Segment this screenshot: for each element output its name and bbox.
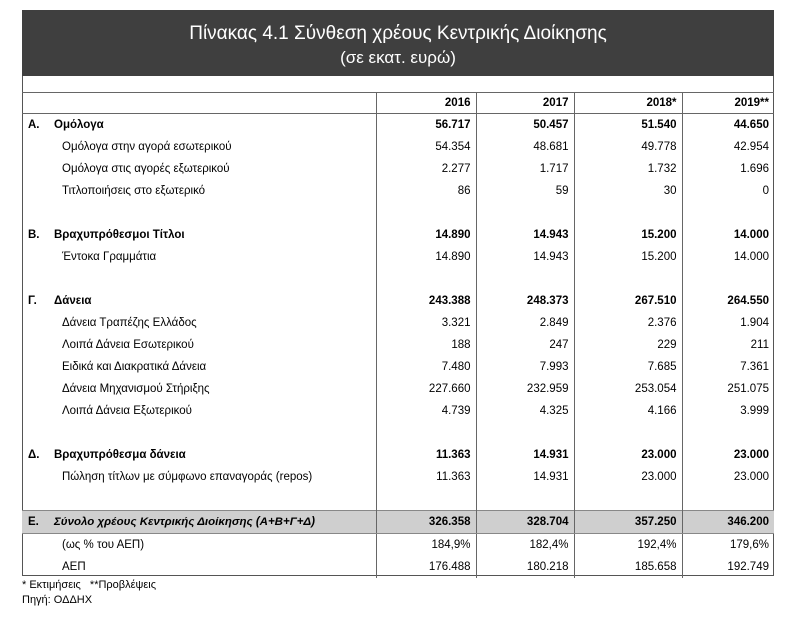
cell-value: 7.993 [476,356,574,378]
row-code [22,466,50,488]
cell-value: 14.000 [682,224,774,246]
table-title-bar [22,10,774,76]
row-label: Δάνεια [54,295,92,307]
cell-value: 23.000 [682,444,774,466]
cell-value: 1.696 [682,158,774,180]
footnote-forecasts: **Προβλέψεις [89,579,157,591]
cell-value: 30 [574,180,682,202]
section-row [22,290,774,312]
cell-value: 188 [376,334,476,356]
cell-value: 243.388 [376,290,476,312]
footnotes [22,578,162,608]
cell-value: 192.749 [682,556,774,578]
cell-value: 267.510 [574,290,682,312]
cell-value: 227.660 [376,378,476,400]
cell-value: 44.650 [682,114,774,137]
row-label: (ως % του ΑΕΠ) [62,539,145,551]
cell-value: 14.931 [476,444,574,466]
row-code [22,180,50,202]
cell-value: 180.218 [476,556,574,578]
row-code [22,556,50,578]
row-label: Δάνεια Τραπέζης Ελλάδος [62,317,197,329]
table-row [22,180,774,202]
cell-value: 7.480 [376,356,476,378]
cell-value: 23.000 [682,466,774,488]
row-label: Βραχυπρόθεσμοι Τίτλοι [54,229,185,241]
section-row [22,224,774,246]
section-row [22,114,774,137]
cell-value: 184,9% [376,534,476,557]
row-code: Β. [28,229,40,241]
row-code [22,136,50,158]
cell-value: 179,6% [682,534,774,557]
row-label: ΑΕΠ [62,561,86,573]
row-label: Ομόλογα στην αγορά εσωτερικού [62,141,232,153]
table-header-row [22,93,774,114]
row-code [22,158,50,180]
cell-value: 7.361 [682,356,774,378]
table-row [22,334,774,356]
cell-value: 248.373 [476,290,574,312]
spacer-row [22,202,774,224]
row-label: Ομόλογα στις αγορές εξωτερικού [62,163,230,175]
spacer-row [22,268,774,290]
cell-value: 14.000 [682,246,774,268]
row-label: Πώληση τίτλων με σύμφωνο επαναγοράς (repos) [62,471,313,483]
table-title: Πίνακας 4.1 Σύνθεση χρέους Κεντρικής Διοίκησης [189,23,607,44]
table-row [22,356,774,378]
cell-value: 211 [682,334,774,356]
cell-value: 346.200 [682,511,774,534]
cell-value: 4.325 [476,400,574,422]
row-code [22,378,50,400]
cell-value: 15.200 [574,246,682,268]
cell-value: 4.166 [574,400,682,422]
column-header: 2019** [682,93,774,114]
cell-value: 23.000 [574,466,682,488]
cell-value: 49.778 [574,136,682,158]
cell-value: 15.200 [574,224,682,246]
row-label: Δάνεια Μηχανισμού Στήριξης [62,383,210,395]
cell-value: 42.954 [682,136,774,158]
table-row [22,400,774,422]
cell-value: 185.658 [574,556,682,578]
cell-value: 232.959 [476,378,574,400]
cell-value: 192,4% [574,534,682,557]
table-row [22,556,774,578]
table-row [22,246,774,268]
cell-value: 182,4% [476,534,574,557]
cell-value: 1.717 [476,158,574,180]
cell-value: 48.681 [476,136,574,158]
cell-value: 7.685 [574,356,682,378]
row-label: Σύνολο χρέους Κεντρικής Διοίκησης (Α+Β+Γ+Δ) [50,511,376,534]
cell-value: 3.321 [376,312,476,334]
table-unit-subtitle: (σε εκατ. ευρώ) [340,48,456,67]
row-label: Ομόλογα [54,119,104,131]
row-code [22,356,50,378]
cell-value: 251.075 [682,378,774,400]
cell-value: 328.704 [476,511,574,534]
spacer-row [22,422,774,444]
cell-value: 2.277 [376,158,476,180]
row-code [22,246,50,268]
cell-value: 253.054 [574,378,682,400]
row-code: Α. [28,119,40,131]
table-row [22,158,774,180]
row-label: Βραχυπρόθεσμα δάνεια [54,449,186,461]
row-code: Δ. [28,449,40,461]
table-row [22,466,774,488]
cell-value: 2.376 [574,312,682,334]
cell-value: 357.250 [574,511,682,534]
cell-value: 14.931 [476,466,574,488]
row-label: Ειδικά και Διακρατικά Δάνεια [62,361,207,373]
table-row [22,136,774,158]
footnote-estimates: * Εκτιμήσεις [22,579,81,591]
cell-value: 14.890 [376,246,476,268]
cell-value: 326.358 [376,511,476,534]
cell-value: 23.000 [574,444,682,466]
cell-value: 14.943 [476,224,574,246]
row-code: Ε. [22,511,50,534]
cell-value: 0 [682,180,774,202]
cell-value: 2.849 [476,312,574,334]
cell-value: 229 [574,334,682,356]
cell-value: 1.904 [682,312,774,334]
table-row [22,534,774,557]
column-header: 2017 [476,93,574,114]
column-header: 2018* [574,93,682,114]
cell-value: 1.732 [574,158,682,180]
column-header: 2016 [376,93,476,114]
total-row [22,511,774,534]
row-label: Λοιπά Δάνεια Εξωτερικού [62,405,192,417]
cell-value: 50.457 [476,114,574,137]
cell-value: 247 [476,334,574,356]
cell-value: 54.354 [376,136,476,158]
cell-value: 59 [476,180,574,202]
row-code [22,534,50,557]
cell-value: 3.999 [682,400,774,422]
row-label: Λοιπά Δάνεια Εσωτερικού [62,339,194,351]
cell-value: 4.739 [376,400,476,422]
cell-value: 264.550 [682,290,774,312]
row-code [22,400,50,422]
footnote-source: Πηγή: ΟΔΔΗΧ [22,594,93,606]
cell-value: 11.363 [376,444,476,466]
row-code: Γ. [28,295,37,307]
cell-value: 14.943 [476,246,574,268]
cell-value: 176.488 [376,556,476,578]
spacer-row [22,488,774,511]
row-label: Τιτλοποιήσεις στο εξωτερικό [62,185,206,197]
row-code [22,312,50,334]
cell-value: 86 [376,180,476,202]
cell-value: 51.540 [574,114,682,137]
cell-value: 11.363 [376,466,476,488]
table-row [22,378,774,400]
row-code [22,334,50,356]
table-row [22,312,774,334]
debt-composition-table [22,92,774,578]
row-label: Έντοκα Γραμμάτια [62,251,157,263]
cell-value: 14.890 [376,224,476,246]
cell-value: 56.717 [376,114,476,137]
section-row [22,444,774,466]
